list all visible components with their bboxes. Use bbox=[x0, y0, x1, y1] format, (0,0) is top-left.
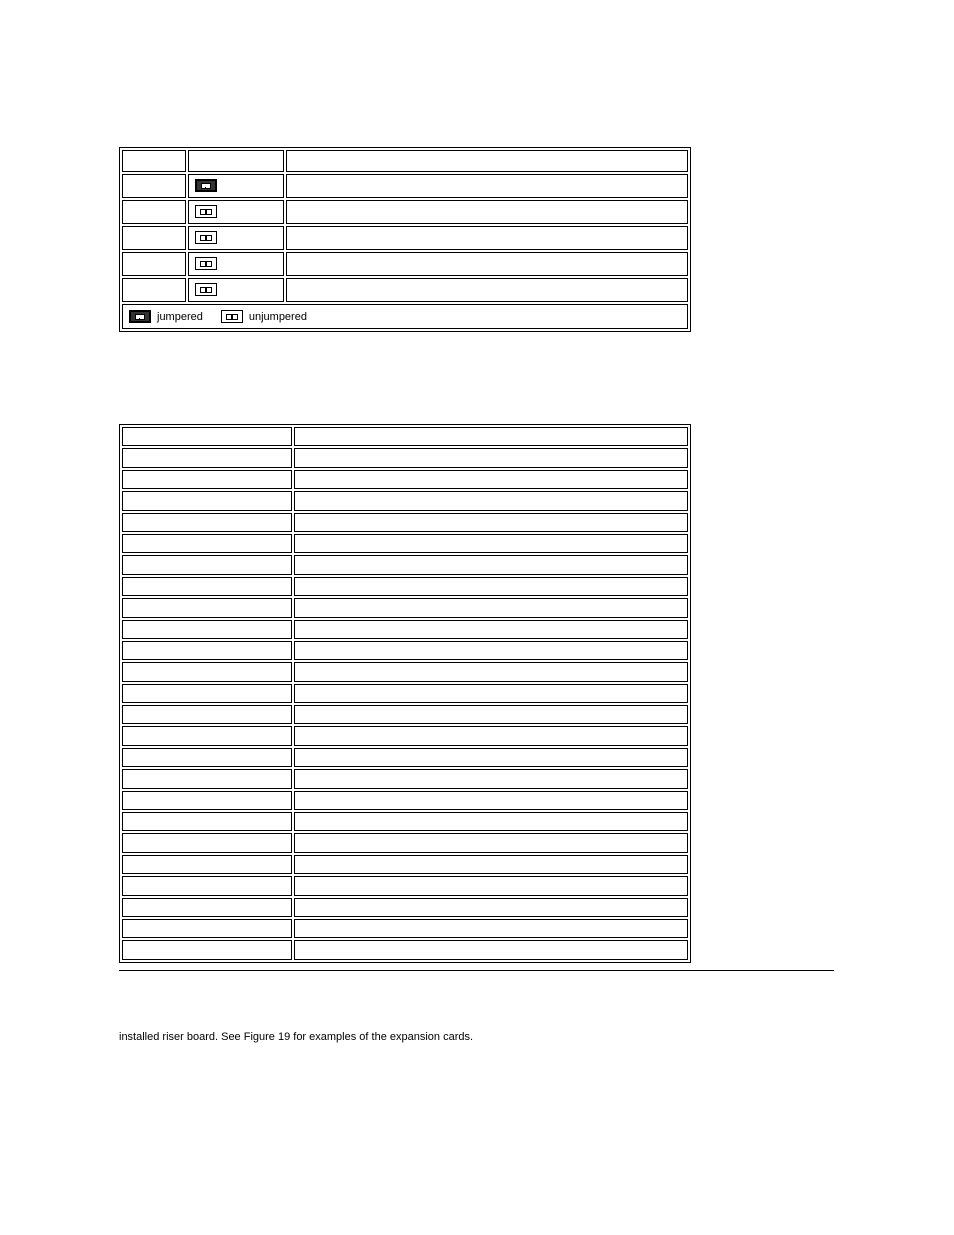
table-row bbox=[122, 577, 688, 596]
table-row bbox=[122, 812, 688, 831]
connector-cell bbox=[122, 726, 292, 745]
connector-cell bbox=[122, 448, 292, 467]
legend-unjumpered-label: unjumpered bbox=[248, 310, 307, 323]
description-cell bbox=[294, 726, 688, 745]
description-cell bbox=[294, 833, 688, 852]
description-cell bbox=[294, 769, 688, 788]
jumper-cell bbox=[122, 200, 186, 224]
connector-cell bbox=[122, 876, 292, 895]
description-cell bbox=[294, 577, 688, 596]
jumper-cell bbox=[122, 174, 186, 198]
connector-cell bbox=[122, 748, 292, 767]
connector-cell bbox=[122, 555, 292, 574]
table-row bbox=[122, 513, 688, 532]
legend-jumpered-label: jumpered bbox=[157, 310, 203, 323]
unjumpered-icon bbox=[195, 205, 217, 218]
description-cell bbox=[294, 662, 688, 681]
description-cell bbox=[294, 919, 688, 938]
description-cell bbox=[294, 513, 688, 532]
body-paragraph: installed riser board. See Figure 19 for examples of the expansion cards. bbox=[119, 1031, 474, 1043]
table-row bbox=[122, 876, 688, 895]
connector-cell bbox=[122, 534, 292, 553]
table-row bbox=[122, 534, 688, 553]
table-row bbox=[122, 200, 688, 224]
unjumpered-icon bbox=[221, 310, 243, 323]
description-cell bbox=[286, 226, 688, 250]
description-cell bbox=[294, 470, 688, 489]
table-row bbox=[122, 448, 688, 467]
setting-cell bbox=[188, 174, 284, 198]
jumpered-icon bbox=[195, 179, 217, 192]
description-cell bbox=[294, 748, 688, 767]
connector-cell bbox=[122, 684, 292, 703]
section-divider bbox=[119, 970, 834, 971]
connector-cell bbox=[122, 513, 292, 532]
jumper-cell bbox=[122, 252, 186, 276]
description-cell bbox=[294, 791, 688, 810]
legend-cell bbox=[122, 304, 688, 329]
description-cell bbox=[294, 598, 688, 617]
connector-cell bbox=[122, 855, 292, 874]
table-row bbox=[122, 919, 688, 938]
table-header-row bbox=[122, 150, 688, 172]
description-cell bbox=[294, 705, 688, 724]
description-cell bbox=[294, 491, 688, 510]
description-cell bbox=[294, 534, 688, 553]
unjumpered-icon bbox=[195, 283, 217, 296]
description-cell bbox=[294, 876, 688, 895]
table-row bbox=[122, 833, 688, 852]
table-row bbox=[122, 470, 688, 489]
setting-cell bbox=[188, 252, 284, 276]
table-row bbox=[122, 769, 688, 788]
header-cell bbox=[286, 150, 688, 172]
table-row bbox=[122, 641, 688, 660]
description-cell bbox=[294, 940, 688, 959]
description-cell bbox=[286, 200, 688, 224]
table-row bbox=[122, 898, 688, 917]
connector-cell bbox=[122, 898, 292, 917]
connector-cell bbox=[122, 491, 292, 510]
jumper-cell bbox=[122, 278, 186, 302]
table-row bbox=[122, 705, 688, 724]
connector-cell bbox=[122, 940, 292, 959]
legend-row bbox=[122, 304, 688, 329]
setting-cell bbox=[188, 200, 284, 224]
description-cell bbox=[294, 620, 688, 639]
header-cell bbox=[122, 150, 186, 172]
description-cell bbox=[294, 898, 688, 917]
description-cell bbox=[294, 812, 688, 831]
description-cell bbox=[294, 641, 688, 660]
table-row bbox=[122, 940, 688, 959]
connector-cell bbox=[122, 598, 292, 617]
connector-cell bbox=[122, 641, 292, 660]
table-row bbox=[122, 174, 688, 198]
description-cell bbox=[294, 427, 688, 446]
table-row bbox=[122, 791, 688, 810]
table-row bbox=[122, 598, 688, 617]
connector-cell bbox=[122, 470, 292, 489]
table-row bbox=[122, 252, 688, 276]
table-row bbox=[122, 855, 688, 874]
table-row bbox=[122, 748, 688, 767]
connector-cell bbox=[122, 919, 292, 938]
description-cell bbox=[294, 684, 688, 703]
description-cell bbox=[294, 855, 688, 874]
unjumpered-icon bbox=[195, 231, 217, 244]
jumper-settings-table bbox=[119, 147, 691, 332]
table-row bbox=[122, 662, 688, 681]
connector-cell bbox=[122, 662, 292, 681]
table-row bbox=[122, 491, 688, 510]
description-cell bbox=[294, 448, 688, 467]
table-row bbox=[122, 226, 688, 250]
connector-table bbox=[119, 424, 691, 963]
table-row bbox=[122, 684, 688, 703]
table-row bbox=[122, 726, 688, 745]
description-cell bbox=[286, 278, 688, 302]
connector-cell bbox=[122, 705, 292, 724]
description-cell bbox=[294, 555, 688, 574]
connector-cell bbox=[122, 577, 292, 596]
connector-cell bbox=[122, 769, 292, 788]
setting-cell bbox=[188, 226, 284, 250]
jumper-cell bbox=[122, 226, 186, 250]
table-row bbox=[122, 620, 688, 639]
setting-cell bbox=[188, 278, 284, 302]
connector-cell bbox=[122, 812, 292, 831]
table-row bbox=[122, 427, 688, 446]
connector-cell bbox=[122, 791, 292, 810]
connector-cell bbox=[122, 427, 292, 446]
description-cell bbox=[286, 252, 688, 276]
header-cell bbox=[188, 150, 284, 172]
jumpered-icon bbox=[129, 310, 151, 323]
table-row bbox=[122, 278, 688, 302]
table-row bbox=[122, 555, 688, 574]
connector-cell bbox=[122, 833, 292, 852]
description-cell bbox=[286, 174, 688, 198]
connector-cell bbox=[122, 620, 292, 639]
unjumpered-icon bbox=[195, 257, 217, 270]
